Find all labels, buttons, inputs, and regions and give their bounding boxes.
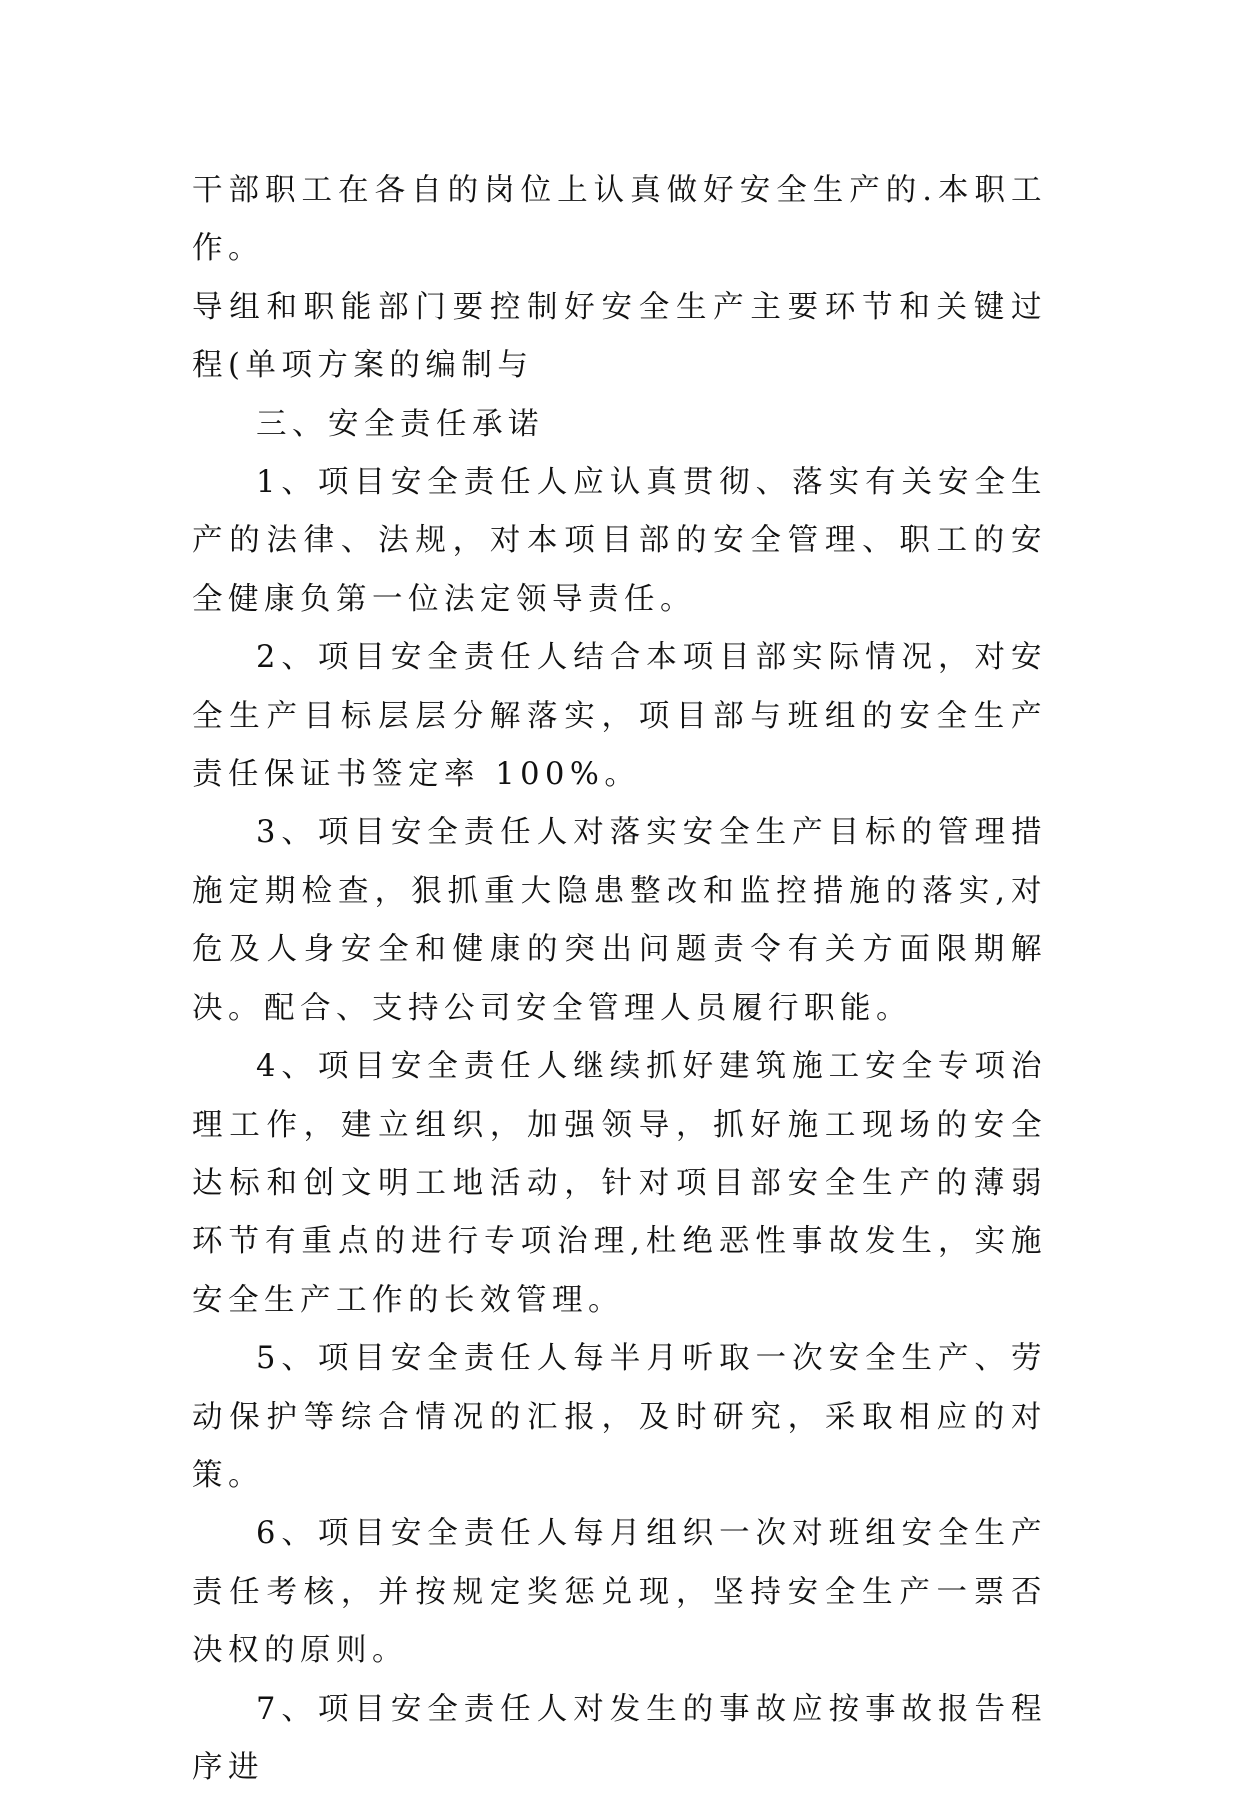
commitment-item-1: 1、项目安全责任人应认真贯彻、落实有关安全生产的法律、法规，对本项目部的安全管理、职工的安全健康负第一位法定领导责任。 [192,465,1047,617]
commitment-item-7: 7、项目安全责任人对发生的事故应按事故报告程序进 [192,1691,1047,1785]
commitment-item-3: 3、项目安全责任人对落实安全生产目标的管理措施定期检查，狠抓重大隐患整改和监控措施的落实,对危及人身安全和健康的突出问题责令有关方面限期解决。配合、支持公司安全管理人员履行职能。 [192,815,1047,1026]
commitment-item-6: 6、项目安全责任人每月组织一次对班组安全生产责任考核，并按规定奖惩兑现，坚持安全生产一票否决权的原则。 [192,1516,1047,1669]
paragraph-1: 干部职工在各自的岗位上认真做好安全生产的.本职工作。 [192,173,1047,267]
paragraph-2: 导组和职能部门要控制好安全生产主要环节和关键过程(单项方案的编制与 [192,289,1047,384]
commitment-item-2: 2、项目安全责任人结合本项目部实际情况，对安全生产目标层层分解落实，项目部与班组的安全生产责任保证书签定率 100%。 [192,640,1047,793]
commitment-item-5: 5、项目安全责任人每半月听取一次安全生产、劳动保护等综合情况的汇报，及时研究，采取相应的对策。 [192,1341,1047,1493]
section-heading: 三、安全责任承诺 [256,406,544,442]
commitment-item-4: 4、项目安全责任人继续抓好建筑施工安全专项治理工作，建立组织，加强领导，抓好施工现场的安全达标和创文明工地活动，针对项目部安全生产的薄弱环节有重点的进行专项治理,杜绝恶性事故发生，实施安全生产工作的长效管理。 [192,1049,1047,1318]
document-body [192,162,1047,1797]
